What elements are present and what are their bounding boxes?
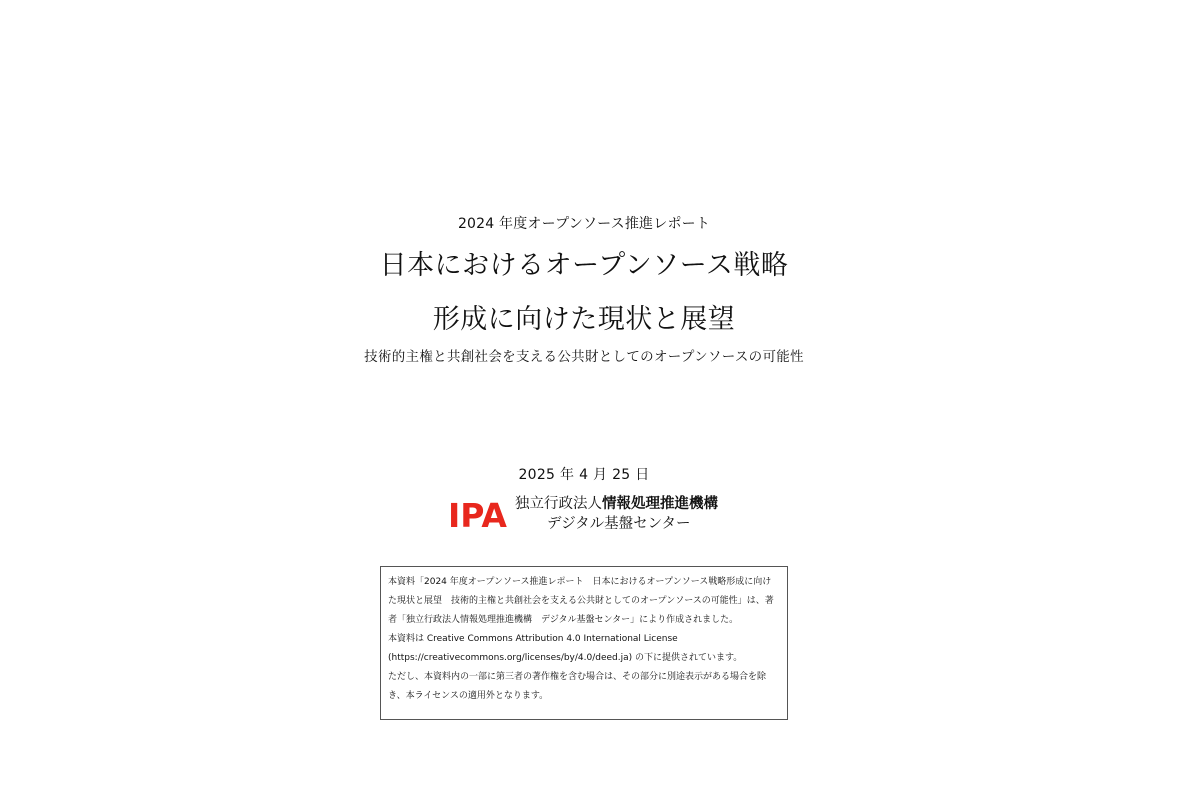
license-attribution-text: 本資料「2024 年度オープンソース推進レポート 日本におけるオープンソース戦略形成に向けた現状と展望 技術的主権と共創社会を支える公共財としてのオープンソースの可能性」は、著者「独立行政法人情報処理推進機構 デジタル基盤センター」により作成されました。 [388, 577, 774, 625]
publication-date: 2025 年 4 月 25 日 [518, 467, 650, 483]
ipa-logo-text: IPA [448, 496, 507, 534]
organization-name [515, 494, 718, 534]
license-cc-text: 本資料は Creative Commons Attribution 4.0 International License (https://creativecommons.org/licenses/by/4.0/deed.ja) の下に提供されています。 [388, 634, 743, 663]
report-series-label: 2024 年度オープンソース推進レポート [457, 216, 711, 232]
report-title-line-1: 日本におけるオープンソース戦略 [379, 250, 789, 281]
report-title-line-2: 形成に向けた現状と展望 [432, 304, 736, 335]
report-subtitle: 技術的主権と共創社会を支える公共財としてのオープンソースの可能性 [364, 349, 804, 365]
ipa-logo [447, 494, 509, 534]
organization-name-line [515, 494, 718, 514]
organization-prefix: 独立行政法人 [515, 496, 602, 512]
organization-block [447, 494, 718, 534]
license-notice-box [380, 566, 788, 720]
organization-main-name: 情報処理推進機構 [602, 496, 718, 512]
organization-department: デジタル基盤センター [547, 516, 691, 532]
license-exception-text: ただし、本資料内の一部に第三者の著作権を含む場合は、その部分に別途表示がある場合を除き、本ライセンスの適用外となります。 [388, 672, 767, 701]
